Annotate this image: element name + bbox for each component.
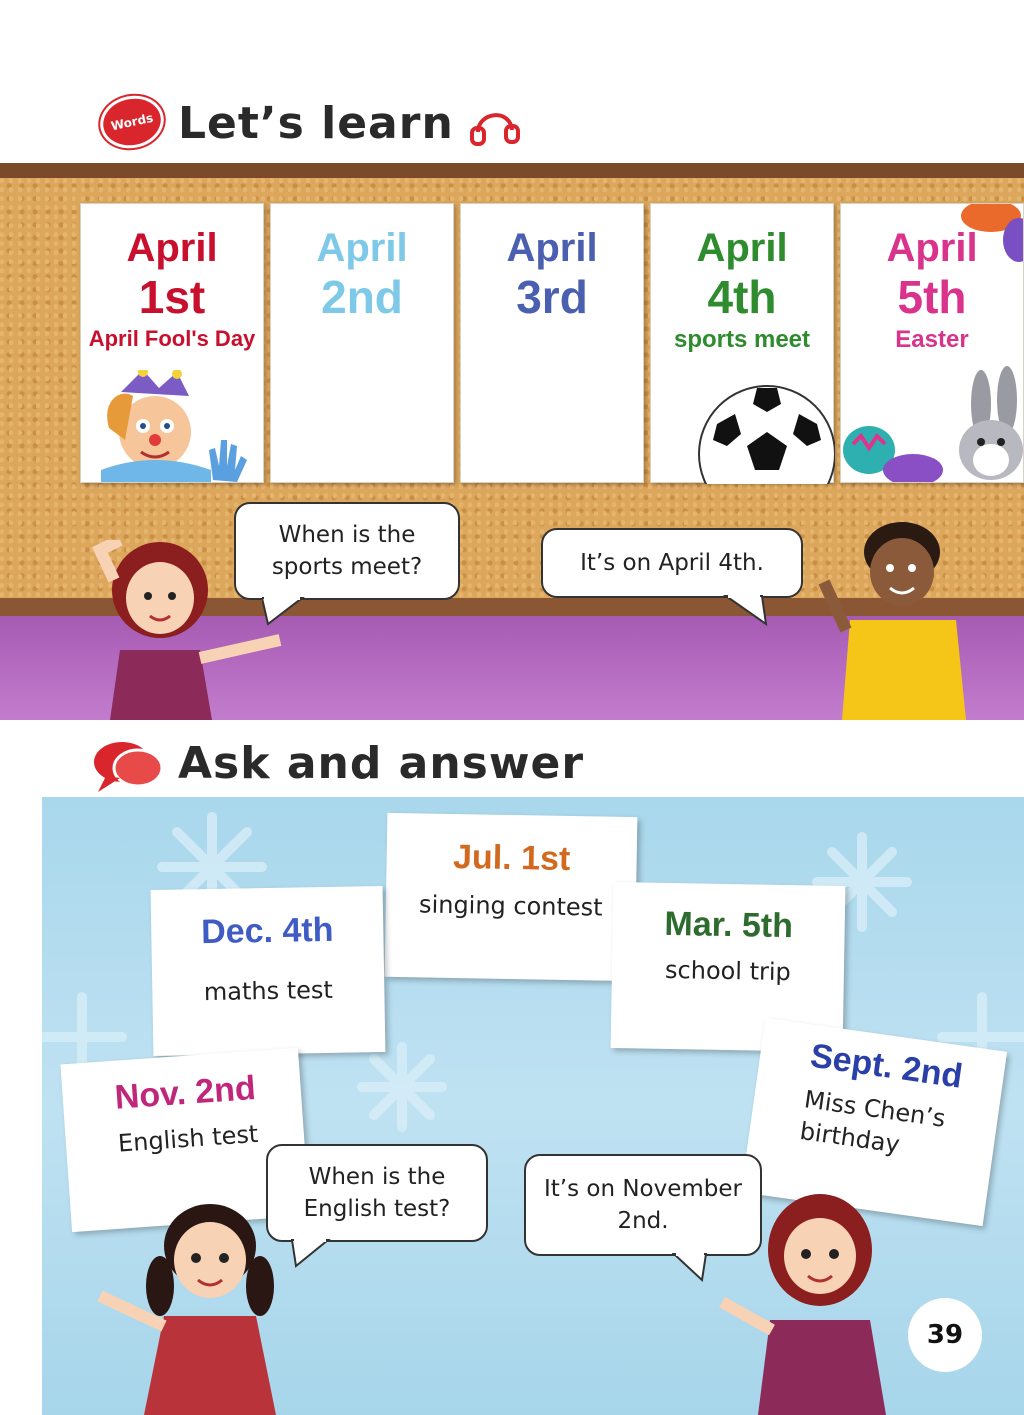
note-date: Jul. 1st bbox=[452, 837, 571, 879]
card-month: April bbox=[126, 226, 218, 270]
calendar-card-april-4th bbox=[650, 203, 834, 483]
note-date: Dec. 4th bbox=[200, 910, 334, 952]
bubble-tail bbox=[722, 594, 772, 626]
words-badge-icon bbox=[95, 90, 168, 154]
card-event: April Fool's Day bbox=[88, 326, 256, 351]
calendar-card-april-3rd bbox=[460, 203, 644, 483]
question-text: When is the English test? bbox=[303, 1164, 451, 1222]
card-day: 1st bbox=[138, 271, 206, 323]
note-event: English test bbox=[117, 1119, 260, 1158]
calendar-card-april-2nd bbox=[270, 203, 454, 483]
girl-redhair-character-icon bbox=[700, 1190, 900, 1415]
ask-and-answer-title: Ask and answer bbox=[178, 738, 585, 789]
answer-bubble-april-4th bbox=[541, 528, 803, 598]
card-day: 5th bbox=[897, 271, 967, 323]
card-day: 2nd bbox=[321, 271, 403, 323]
answer-text: It’s on November 2nd. bbox=[543, 1176, 742, 1234]
card-event: sports meet bbox=[673, 326, 811, 353]
boy-character-icon bbox=[806, 512, 976, 720]
note-event: maths test bbox=[203, 975, 334, 1007]
note-jul-1st bbox=[385, 813, 638, 981]
note-date: Sept. 2nd bbox=[807, 1036, 965, 1096]
note-event: Miss Chen’s birthday bbox=[798, 1085, 948, 1159]
answer-text: It’s on April 4th. bbox=[580, 550, 764, 576]
note-date: Nov. 2nd bbox=[113, 1068, 257, 1117]
lets-learn-title: Let’s learn bbox=[178, 98, 454, 149]
card-month: April bbox=[506, 226, 598, 270]
words-badge-label: Words bbox=[109, 110, 155, 134]
soccer-ball-icon bbox=[697, 384, 835, 484]
card-event: Easter bbox=[895, 326, 969, 353]
easter-decorations bbox=[841, 204, 1024, 483]
page-number: 39 bbox=[908, 1298, 982, 1372]
card-day: 4th bbox=[707, 271, 777, 323]
note-date: Mar. 5th bbox=[664, 904, 794, 946]
girl-character-icon bbox=[80, 540, 310, 720]
card-day: 3rd bbox=[516, 271, 588, 323]
easter-bunny-icon bbox=[959, 366, 1023, 480]
note-event: school trip bbox=[664, 955, 792, 987]
card-month: April bbox=[316, 226, 408, 270]
speech-bubbles-icon bbox=[92, 736, 166, 794]
card-month: April bbox=[696, 226, 788, 270]
headphones-icon[interactable] bbox=[468, 102, 520, 148]
girl-pigtails-character-icon bbox=[80, 1196, 320, 1415]
calendar-card-april-1st bbox=[80, 203, 264, 483]
card-month: April bbox=[886, 226, 978, 270]
jester-clown-icon bbox=[81, 370, 265, 482]
note-event: singing contest bbox=[418, 890, 603, 922]
question-text: When is the sports meet? bbox=[271, 522, 423, 580]
calendar-card-april-5th bbox=[840, 203, 1024, 483]
note-dec-4th bbox=[151, 886, 386, 1056]
